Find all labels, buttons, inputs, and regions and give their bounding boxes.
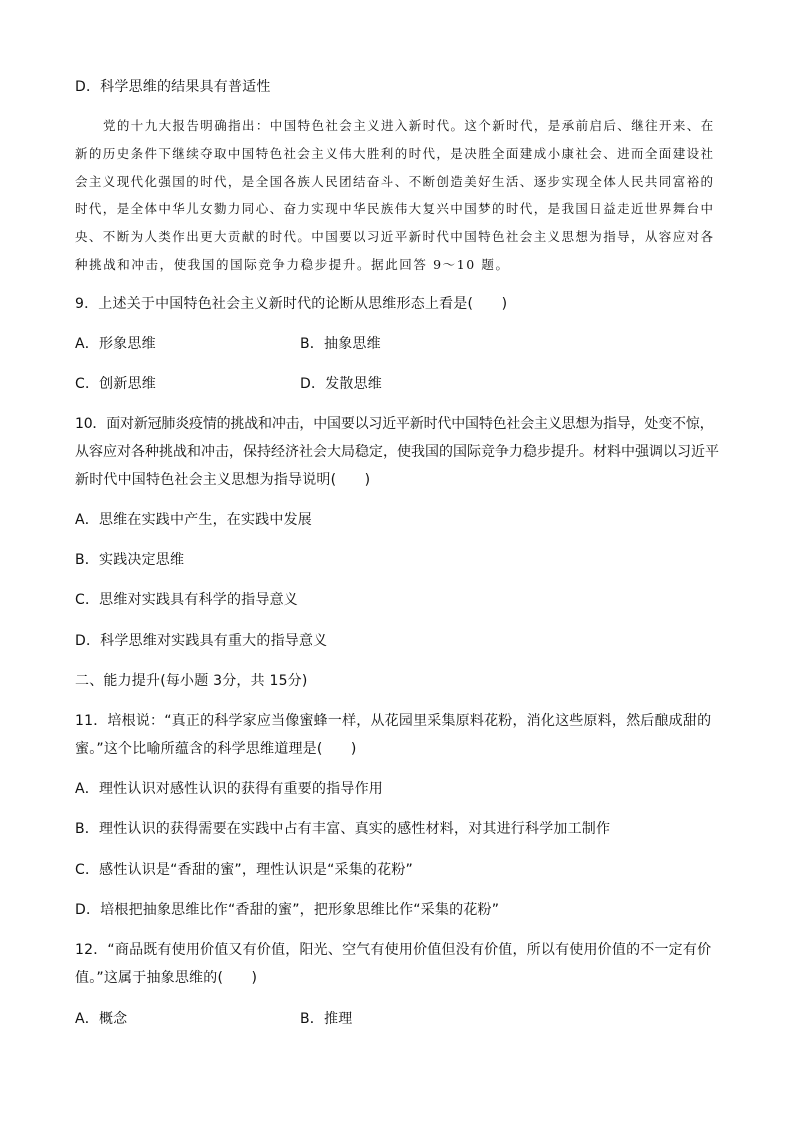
option-c: C．创新思维 xyxy=(75,376,156,392)
option-b: B．理性认识的获得需要在实践中占有丰富、真实的感性材料，对其进行科学加工制作 xyxy=(75,821,611,837)
question-stem: 9．上述关于中国特色社会主义新时代的论断从思维形态上看是( ) xyxy=(75,296,508,312)
option-a: A．思维在实践中产生，在实践中发展 xyxy=(75,512,312,528)
section-title: 二、能力提升(每小题 3分，共 15分) xyxy=(75,673,308,689)
option-d: D．发散思维 xyxy=(300,376,382,392)
option-b: B．抽象思维 xyxy=(300,336,381,352)
option-b: B．实践决定思维 xyxy=(75,552,185,568)
option-a: A．形象思维 xyxy=(75,336,156,352)
passage-line: 会主义现代化强国的时代，是全国各族人民团结奋斗、不断创造美好生活、逐步实现全体人民共同富裕的 xyxy=(75,174,715,189)
question-stem-line: 12．“商品既有使用价值又有价值，阳光、空气有使用价值但没有价值，所以有使用价值的不一定有价 xyxy=(75,942,712,958)
passage-line: 党的十九大报告明确指出：中国特色社会主义进入新时代。这个新时代，是承前启后、继往开来、在 xyxy=(103,118,715,133)
option-b: B．推理 xyxy=(300,1011,353,1027)
passage-line: 央、不断为人类作出更大贡献的时代。中国要以习近平新时代中国特色社会主义思想为指导，从容应对各 xyxy=(75,229,715,244)
option-d: D．培根把抽象思维比作“香甜的蜜”，把形象思维比作“采集的花粉” xyxy=(75,902,500,918)
passage-line: 时代，是全体中华儿女勠力同心、奋力实现中华民族伟大复兴中国梦的时代，是我国日益走近世界舞台中 xyxy=(75,201,715,216)
option-c: C．感性认识是“香甜的蜜”，理性认识是“采集的花粉” xyxy=(75,862,413,878)
option-a: A．理性认识对感性认识的获得有重要的指导作用 xyxy=(75,781,383,797)
question-stem-line: 11．培根说：“真正的科学家应当像蜜蜂一样，从花园里采集原料花粉，消化这些原料，然后酿成甜的 xyxy=(75,713,712,729)
q8-option-d: D．科学思维的结果具有普适性 xyxy=(75,79,271,95)
question-stem-line: 新时代中国特色社会主义思想为指导说明( ) xyxy=(75,472,371,488)
option-d: D．科学思维对实践具有重大的指导意义 xyxy=(75,633,328,649)
passage-line: 新的历史条件下继续夺取中国特色社会主义伟大胜利的时代，是决胜全面建成小康社会、进而全面建设社 xyxy=(75,146,715,161)
passage-line: 种挑战和冲击，使我国的国际竞争力稳步提升。据此回答 9～10 题。 xyxy=(75,257,510,272)
question-stem-line: 10．面对新冠肺炎疫情的挑战和冲击，中国要以习近平新时代中国特色社会主义思想为指导，处变不惊， xyxy=(75,416,714,432)
option-c: C．思维对实践具有科学的指导意义 xyxy=(75,592,298,608)
question-stem-line: 值。”这属于抽象思维的( ) xyxy=(75,970,258,986)
question-stem-line: 从容应对各种挑战和冲击，保持经济社会大局稳定，使我国的国际竞争力稳步提升。材料中强调以习近平 xyxy=(75,444,719,460)
question-stem-line: 蜜。”这个比喻所蕴含的科学思维道理是( ) xyxy=(75,741,357,757)
option-a: A．概念 xyxy=(75,1011,128,1027)
